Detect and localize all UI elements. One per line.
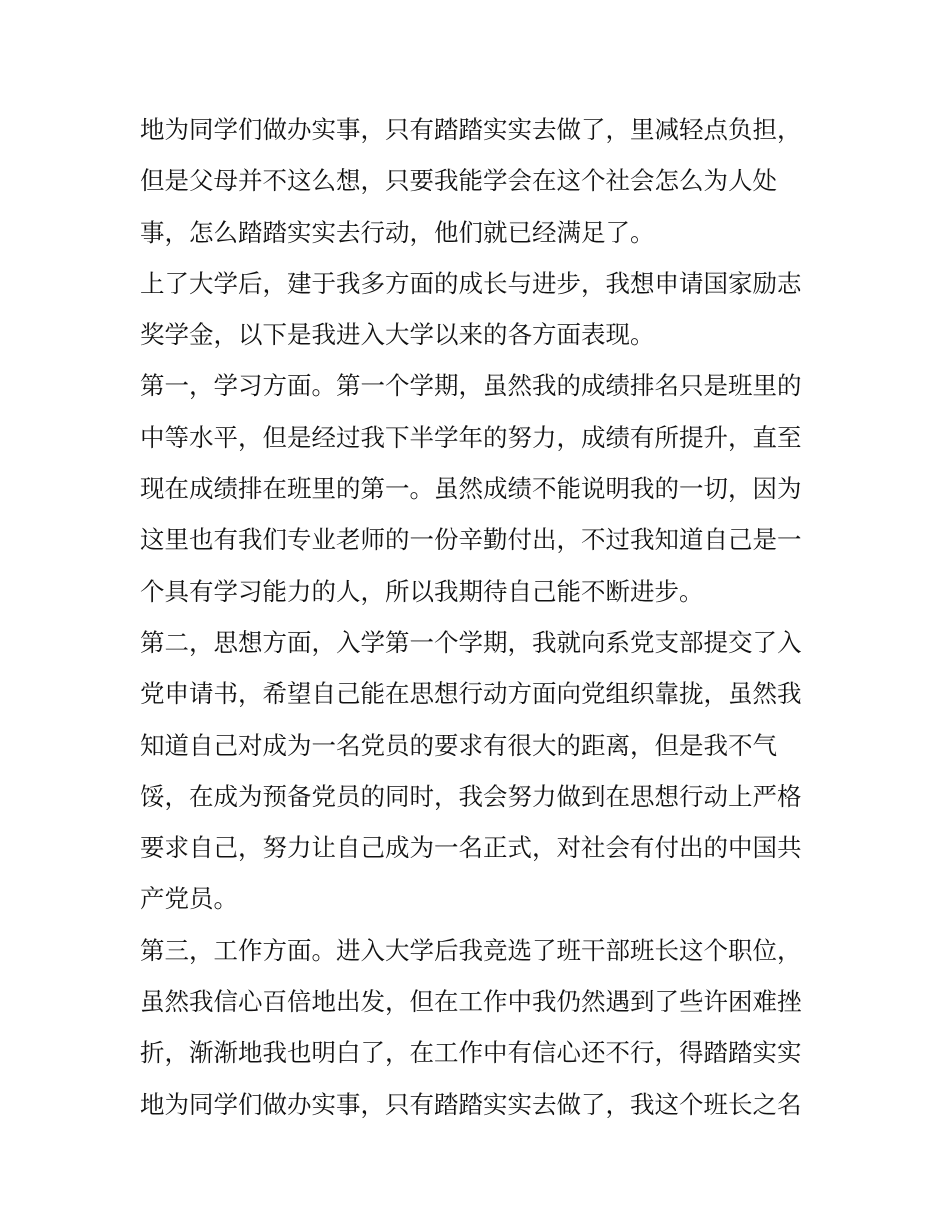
text-line: 要求自己，努力让自己成为一名正式，对社会有付出的中国共 — [140, 833, 802, 863]
text-line: 事，怎么踏踏实实去行动，他们就已经满足了。 — [140, 217, 655, 247]
text-line: 这里也有我们专业老师的一份辛勤付出，不过我知道自己是一 — [140, 525, 802, 555]
text-line: 产党员。 — [140, 884, 238, 914]
text-line: 中等水平，但是经过我下半学年的努力，成绩有所提升，直至 — [140, 422, 802, 452]
text-line: 地为同学们做办实事，只有踏踏实实去做了，里减轻点负担， — [140, 115, 802, 144]
text-line: 奖学金，以下是我进入大学以来的各方面表现。 — [140, 320, 655, 350]
text-line: 知道自己对成为一名党员的要求有很大的距离，但是我不气 — [140, 730, 777, 760]
text-line: 第三，工作方面。进入大学后我竞选了班干部班长这个职位， — [140, 935, 802, 965]
text-line: 现在成绩排在班里的第一。虽然成绩不能说明我的一切，因为 — [140, 474, 802, 504]
text-line: 党申请书，希望自己能在思想行动方面向党组织靠拢，虽然我 — [140, 679, 802, 709]
body-text — [140, 104, 820, 1130]
text-line: 虽然我信心百倍地出发，但在工作中我仍然遇到了些许困难挫 — [140, 987, 802, 1017]
text-line: 第二，思想方面，入学第一个学期，我就向系党支部提交了入 — [140, 627, 802, 657]
text-line: 但是父母并不这么想，只要我能学会在这个社会怎么为人处 — [140, 166, 777, 196]
text-line: 馁，在成为预备党员的同时，我会努力做到在思想行动上严格 — [140, 781, 802, 811]
text-line: 折，渐渐地我也明白了，在工作中有信心还不行，得踏踏实实 — [140, 1038, 802, 1068]
text-line: 地为同学们做办实事，只有踏踏实实去做了，我这个班长之名 — [140, 1089, 802, 1119]
text-line: 上了大学后，建于我多方面的成长与进步，我想申请国家励志 — [140, 268, 802, 298]
text-line: 个具有学习能力的人，所以我期待自己能不断进步。 — [140, 576, 704, 606]
text-line: 第一，学习方面。第一个学期，虽然我的成绩排名只是班里的 — [140, 371, 802, 401]
